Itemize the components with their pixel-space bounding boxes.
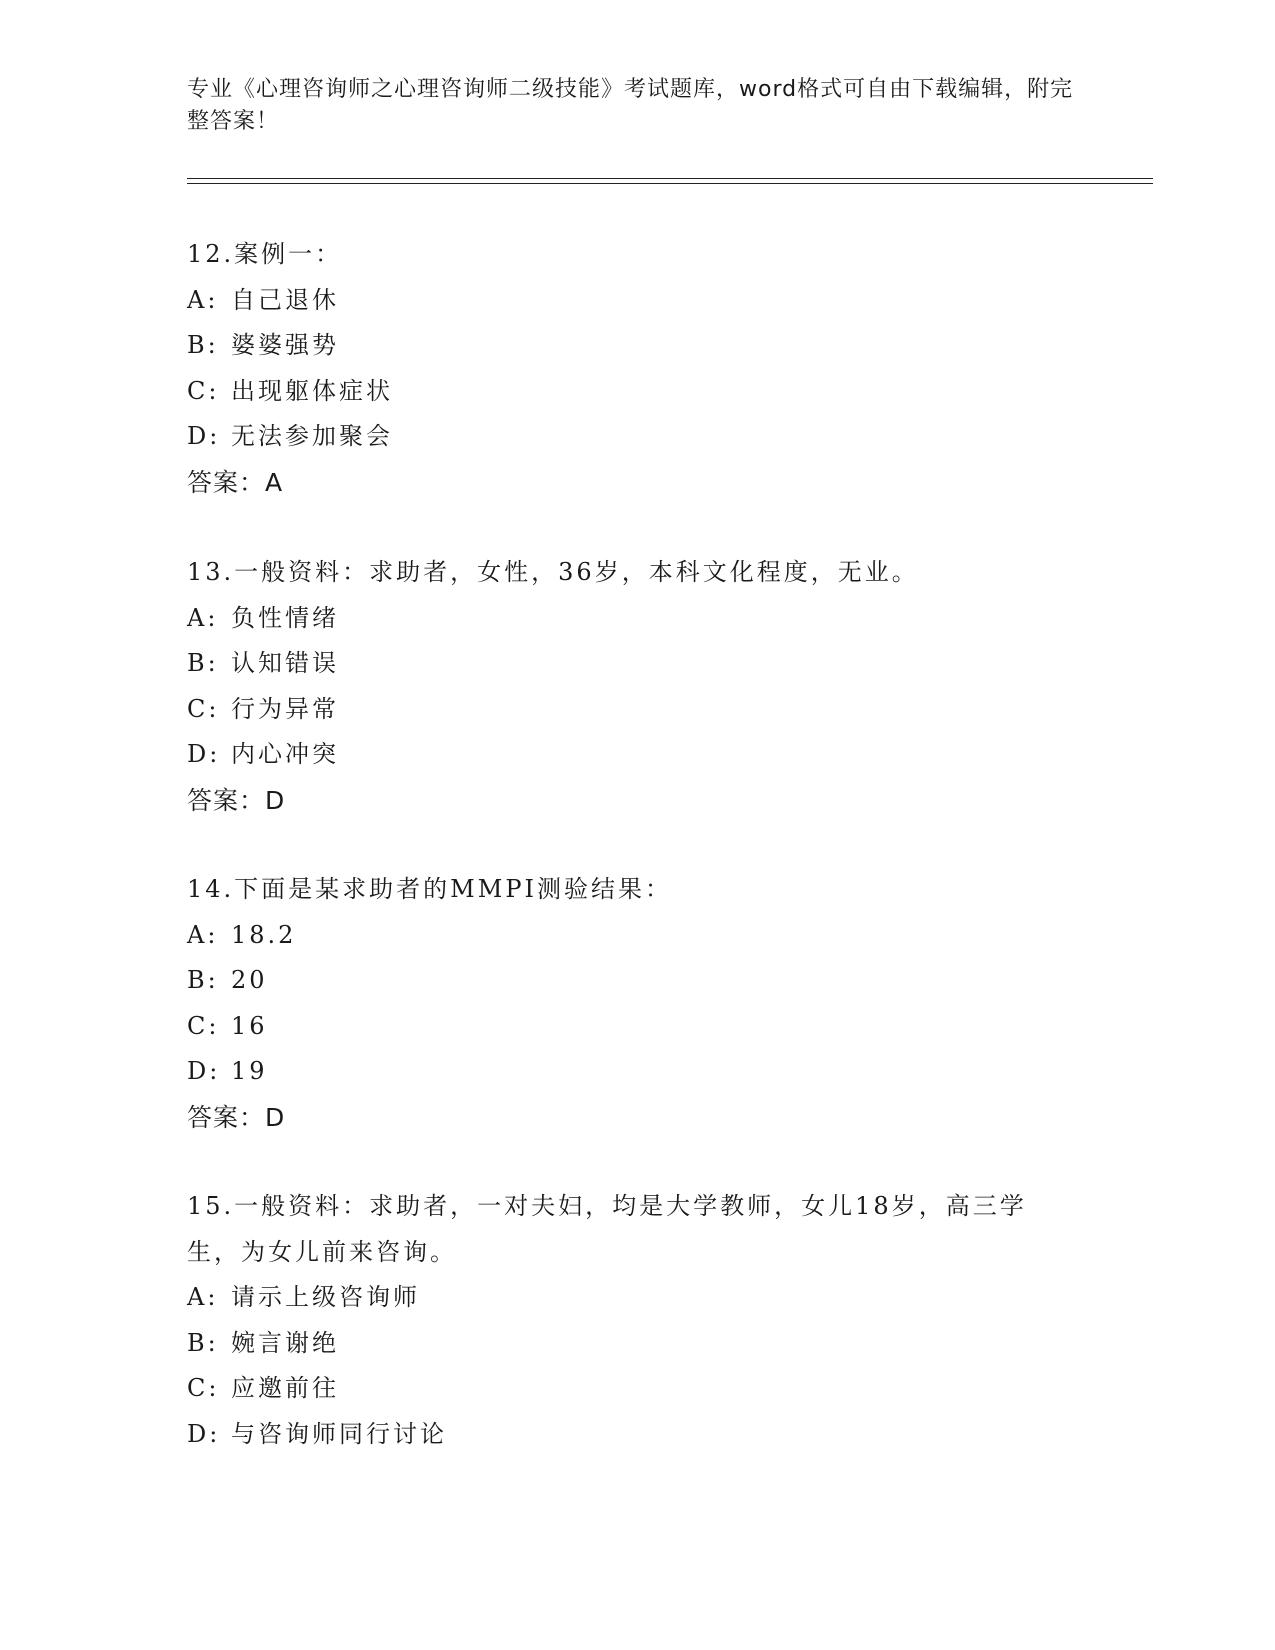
option-c [187,369,1087,415]
question-12 [187,232,1087,505]
option-text: 19 [231,1057,268,1085]
document-header: 专业《心理咨询师之心理咨询师二级技能》考试题库，word格式可自由下载编辑，附完整答案！ [187,77,1074,134]
option-text: 与咨询师同行讨论 [231,1419,447,1448]
option-c [187,1366,1087,1412]
option-a [187,596,1087,642]
header-divider-top [187,178,1153,179]
option-letter: A: [187,603,219,632]
option-text: 婆婆强势 [231,331,339,359]
option-b [187,323,1087,369]
option-letter: A: [187,285,219,314]
option-text: 应邀前往 [231,1374,339,1402]
question-title: 12.案例一： [187,240,343,268]
option-letter: D: [187,422,221,450]
option-letter: C: [187,1011,220,1040]
option-letter: A: [187,920,219,949]
option-text: 内心冲突 [231,740,339,768]
option-d [187,1412,1087,1458]
option-letter: D: [187,1057,221,1085]
option-b [187,958,1087,1004]
question-title: 14.下面是某求助者的MMPI测验结果： [187,875,672,903]
option-d [187,1049,1087,1095]
option-text: 认知错误 [231,649,339,677]
option-text: 负性情绪 [231,603,339,632]
option-text: 18.2 [231,920,297,949]
option-letter: B: [187,331,219,359]
option-letter: C: [187,694,220,723]
option-text: 出现躯体症状 [231,376,393,405]
question-13 [187,550,1087,823]
option-text: 16 [231,1011,268,1040]
option-c [187,1004,1087,1050]
option-letter: B: [187,649,219,677]
option-text: 无法参加聚会 [231,422,393,450]
option-text: 20 [231,966,268,994]
answer-line: 答案：A [187,467,284,497]
option-letter: B: [187,1328,219,1357]
option-b [187,641,1087,687]
option-c [187,687,1087,733]
question-title: 13.一般资料：求助者，女性，36岁，本科文化程度，无业。 [187,558,919,586]
question-15 [187,1184,1087,1457]
answer-line: 答案：D [187,1102,286,1132]
option-text: 婉言谢绝 [231,1328,339,1357]
option-a [187,913,1087,959]
option-letter: D: [187,1419,221,1448]
option-text: 自己退休 [231,285,339,314]
option-letter: A: [187,1283,219,1311]
option-letter: C: [187,376,220,405]
option-letter: D: [187,740,221,768]
option-text: 行为异常 [231,694,339,723]
answer-line: 答案：D [187,785,286,815]
question-14 [187,867,1087,1140]
option-a [187,1275,1087,1321]
option-b [187,1321,1087,1367]
option-d [187,732,1087,778]
question-title: 15.一般资料：求助者，一对夫妇，均是大学教师，女儿18岁，高三学生，为女儿前来咨询。 [187,1192,1027,1266]
header-divider-bottom [187,183,1153,184]
option-letter: C: [187,1374,220,1402]
option-a [187,278,1087,324]
option-letter: B: [187,966,219,994]
option-text: 请示上级咨询师 [231,1283,420,1311]
option-d [187,414,1087,460]
